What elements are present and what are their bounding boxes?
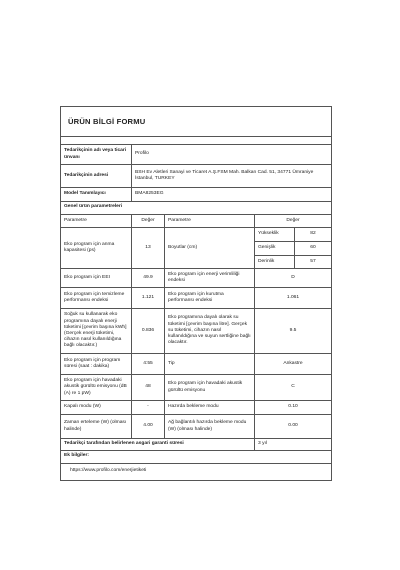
header-value-2: Değer — [286, 217, 300, 223]
model-value: BMA8253EG — [135, 191, 164, 197]
param-label: Eko program için havadaki akustik gürültü emisyonu (dB (A) re 1 pW) — [61, 375, 132, 400]
param-label-2: Eko program için havadaki akustik gürültü emisyonu — [165, 375, 255, 400]
dimensions-label: Boyutlar (cm) — [165, 228, 255, 268]
dimension-value: 82 — [310, 231, 316, 237]
table-row — [61, 415, 331, 439]
dimension-value: 60 — [310, 245, 316, 251]
dimension-depth — [255, 256, 331, 269]
table-row — [61, 269, 331, 288]
param-label: Eko program için temizleme performansı endeksi — [61, 288, 132, 308]
param-label-2: Tip — [165, 354, 255, 374]
dimension-name: Yükseklik — [255, 228, 295, 241]
supplier-name-row — [61, 145, 331, 165]
table-row — [61, 375, 331, 401]
supplier-address-value: BSH Ev Aletleri Sanayi ve Ticaret A.Ş.FSM Mah. Balkan Cad. 51, 34771 Ümraniye İstanbul, TURKEY — [135, 169, 314, 181]
param-value-2: 1.061 — [286, 294, 300, 300]
supplier-name-label: Tedarikçinin adı veya ticari ünvanı — [61, 145, 132, 164]
param-label-2: Eko program için kurutma performansı endeksi — [165, 288, 255, 308]
dimension-name: Genişlik — [255, 242, 295, 255]
warranty-row — [61, 439, 331, 451]
form-title: ÜRÜN BİLGİ FORMU — [61, 107, 331, 137]
param-label: Kapalı modu (W) — [61, 401, 132, 414]
spacer — [61, 137, 331, 145]
param-value: 0.836 — [132, 309, 165, 353]
capacity-value: 13 — [132, 228, 165, 268]
capacity-row — [61, 228, 331, 269]
param-value-2: Ankastre — [283, 360, 303, 366]
param-label: Soğuk su kullanarak eko programına dayalı enerji tüketimi [çevrim başına kWh] (Gerçek enerji tüketimi, cihazın nasıl kullanıldığına bağlı olacaktır.) — [61, 309, 132, 353]
model-row — [61, 188, 331, 202]
extra-info-row — [61, 451, 331, 464]
supplier-name-value: Profilo — [135, 151, 149, 157]
general-section-title: Genel ürün parametreleri — [64, 204, 123, 209]
param-label-2: Hazırda bekleme modu — [165, 401, 255, 414]
param-value-2: 0.00 — [288, 423, 298, 429]
capacity-label: Eko program için anma kapasitesi (ps) — [61, 228, 132, 268]
header-row — [61, 215, 331, 228]
param-label-2: Eko programına dayalı olarak su tüketimi [çevrim başına litre]. Gerçek su tüketimi, cihazın nasıl kullanıldığına ve suyun sertliğine bağlı olacaktır. — [165, 309, 255, 353]
param-value: 1.121 — [132, 288, 165, 308]
table-row — [61, 288, 331, 309]
param-label: Eko program için program süresi (saat : dakika) — [61, 354, 132, 374]
supplier-address-row — [61, 165, 331, 188]
param-value-2: D — [291, 274, 295, 280]
model-label: Model Tanımlayıcı — [61, 188, 132, 201]
general-section-row — [61, 202, 331, 215]
dimension-value: 57 — [310, 259, 316, 265]
header-parameter: Parametre — [61, 215, 132, 227]
param-value-2: 0.10 — [288, 404, 298, 410]
extra-info-link-row — [61, 464, 331, 481]
param-label-2: Eko program için enerji verimliliği endeksi — [165, 269, 255, 287]
table-row — [61, 354, 331, 375]
param-value: - — [132, 401, 165, 414]
param-label: Zaman erteleme (W) (olması halinde) — [61, 415, 132, 438]
dimension-height — [255, 228, 331, 242]
product-info-form — [60, 106, 332, 481]
supplier-address-label: Tedarikçinin adresi — [61, 165, 132, 187]
param-value: 4:55 — [132, 354, 165, 374]
param-value-2: 9.5 — [289, 327, 297, 333]
dimension-name: Derinlik — [255, 256, 295, 269]
extra-info-label: Ek bilgiler: — [64, 453, 90, 458]
param-value: 4.00 — [132, 415, 165, 438]
param-value-2: C — [291, 384, 295, 390]
param-label-2: Ağ bağlantılı hazırda bekleme modu (W) (olması halinde) — [165, 415, 255, 438]
param-value: 48 — [132, 375, 165, 400]
table-row — [61, 309, 331, 354]
header-value: Değer — [132, 215, 165, 227]
param-value: 49.9 — [132, 269, 165, 287]
table-row — [61, 401, 331, 415]
warranty-label: Tedarikçi tarafından belirlenen asgari garanti süresi — [61, 439, 255, 450]
energy-label-link[interactable]: https://www.profilo.com/enerjietiketi — [70, 468, 147, 473]
dimensions-table — [255, 228, 331, 268]
header-parameter-2: Parametre — [165, 215, 255, 227]
warranty-value: 3 yıl — [258, 441, 267, 447]
param-label: Eko program için EEI — [61, 269, 132, 287]
dimension-width — [255, 242, 331, 256]
